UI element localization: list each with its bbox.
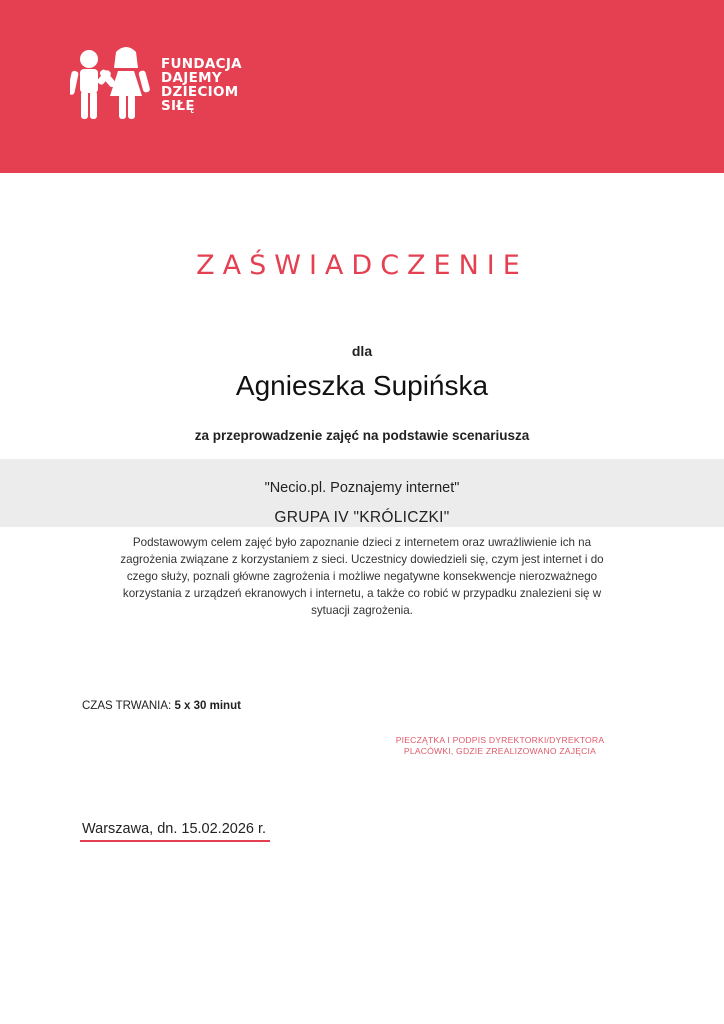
stamp-line-1: PIECZĄTKA I PODPIS DYREKTORKI/DYREKTORA [395,735,605,745]
place-date: Warszawa, dn. 15.02.2026 r. [82,821,267,837]
header-banner [0,0,724,173]
recipient-name: Agnieszka Supińska [235,370,489,401]
certificate-title: ZAŚWIADCZENIE [196,250,528,281]
place-date-underline [80,840,270,842]
group-name: GRUPA IV "KRÓLICZKI" [274,509,450,526]
logo-line-3: DZIECIOM [161,84,239,100]
logo-line-2: DAJEMY [161,70,222,86]
duration-value: 5 x 30 minut [174,700,241,712]
duration-line [82,700,241,712]
stamp-line-2: PLACÓWKI, GDZIE ZREALIZOWANO ZAJĘCIA [403,746,597,756]
children-logo-icon [70,44,152,122]
foundation-logo-text [161,57,242,113]
scenario-title: "Necio.pl. Poznajemy internet" [264,480,460,496]
purpose-text: za przeprowadzenie zajęć na podstawie scenariusza [194,428,530,443]
duration-label: CZAS TRWANIA: [82,700,172,712]
description-text: Podstawowym celem zajęć było zapoznanie dzieci z internetem oraz uwrażliwienie ich na zagrożenia związane z korzystaniem z sieci. Uczestnicy dowiedzieli się, czym jest internet i do czego służy, poznali główne zagrożenia i możliwe negatywne konsekwencje nierozważnego korzystania z urządzeń ekranowych i internetu, a także co robić w przypadku znalezieni się w sytuacji zagrożenia. [120,536,604,617]
for-label: dla [351,343,373,359]
stamp-signature-caption [380,735,620,757]
logo-line-1: FUNDACJA [161,56,242,72]
logo-line-4: SIŁĘ [161,98,195,114]
